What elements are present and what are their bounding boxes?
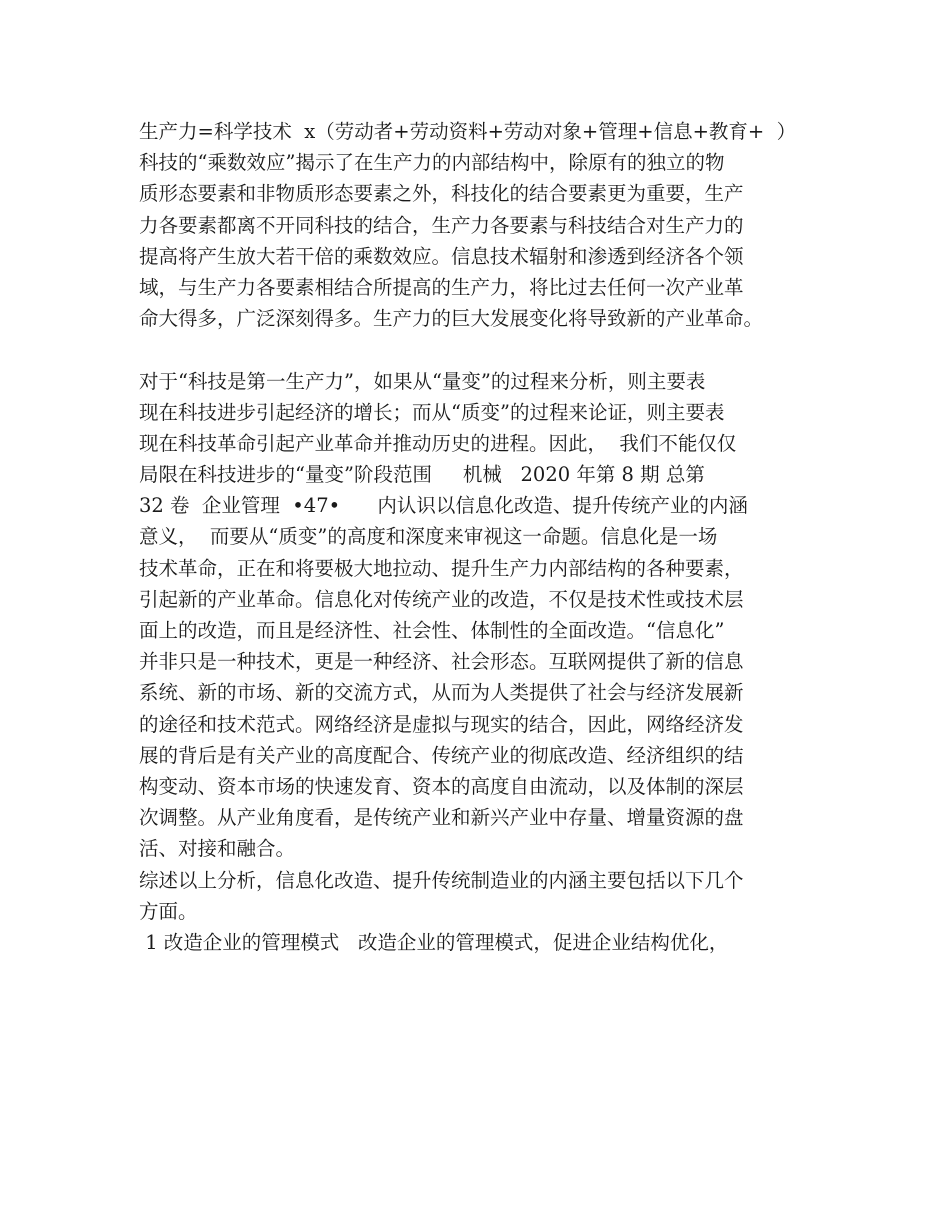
text-line: 32 卷 企业管理 •47• 内认识以信息化改造、提升传统产业的内涵 (139, 494, 748, 518)
text-line: 构变动、资本市场的快速发育、资本的高度自由流动，以及体制的深层 (139, 774, 744, 798)
text-line: 提高将产生放大若干倍的乘数效应。信息技术辐射和渗透到经济各个领 (139, 244, 744, 268)
text-line: 系统、新的市场、新的交流方式，从而为人类提供了社会与经济发展新 (139, 681, 744, 705)
text-line: 次调整。从产业角度看，是传统产业和新兴产业中存量、增量资源的盘 (139, 806, 744, 830)
text-line: 科技的“乘数效应”揭示了在生产力的内部结构中，除原有的独立的物 (139, 151, 725, 175)
text-line: 域，与生产力各要素相结合所提高的生产力，将比过去任何一次产业革 (139, 275, 744, 299)
paragraph-informatization (139, 366, 839, 865)
paragraph-gap (139, 334, 839, 365)
text-line: 1 改造企业的管理模式 改造企业的管理模式，促进企业结构优化， (139, 930, 729, 954)
text-line: 方面。 (139, 899, 198, 923)
text-line: 引起新的产业革命。信息化对传统产业的改造，不仅是技术性或技术层 (139, 587, 744, 611)
text-line: 的途径和技术范式。网络经济是虚拟与现实的结合，因此，网络经济发 (139, 712, 744, 736)
section-heading-management-mode (139, 927, 839, 958)
document-body (139, 116, 839, 958)
text-line: 综述以上分析，信息化改造、提升传统制造业的内涵主要包括以下几个 (139, 868, 744, 892)
text-line: 技术革命，正在和将要极大地拉动、提升生产力内部结构的各种要素， (139, 556, 744, 580)
text-line: 质形态要素和非物质形态要素之外，科技化的结合要素更为重要，生产 (139, 182, 744, 206)
paragraph-summary (139, 865, 839, 927)
text-line: 对于“科技是第一生产力”，如果从“量变”的过程来分析，则主要表 (139, 369, 706, 393)
text-line: 力各要素都离不开同科技的结合，生产力各要素与科技结合对生产力的 (139, 213, 744, 237)
text-line: 生产力=科学技术 x（劳动者+劳动资料+劳动对象+管理+信息+教育+ ） (139, 120, 797, 143)
text-line: 活、对接和融合。 (139, 837, 296, 861)
text-line: 局限在科技进步的“量变”阶段范围 机械 2020 年第 8 期 总第 (139, 463, 705, 487)
text-line: 现在科技革命引起产业革命并推动历史的进程。因此， 我们不能仅仅 (139, 431, 737, 455)
text-line: 展的背后是有关产业的高度配合、传统产业的彻底改造、经济组织的结 (139, 743, 744, 767)
text-line: 面上的改造，而且是经济性、社会性、体制性的全面改造。“信息化” (139, 619, 725, 642)
text-line: 命大得多，广泛深刻得多。生产力的巨大发展变化将导致新的产业革命。 (139, 307, 764, 331)
text-line: 现在科技进步引起经济的增长；而从“质变”的过程来论证，则主要表 (139, 400, 725, 424)
text-line: 并非只是一种技术，更是一种经济、社会形态。互联网提供了新的信息 (139, 650, 744, 674)
text-line: 意义， 而要从“质变”的高度和深度来审视这一命题。信息化是一场 (139, 525, 718, 549)
paragraph-productivity-formula (139, 116, 839, 334)
